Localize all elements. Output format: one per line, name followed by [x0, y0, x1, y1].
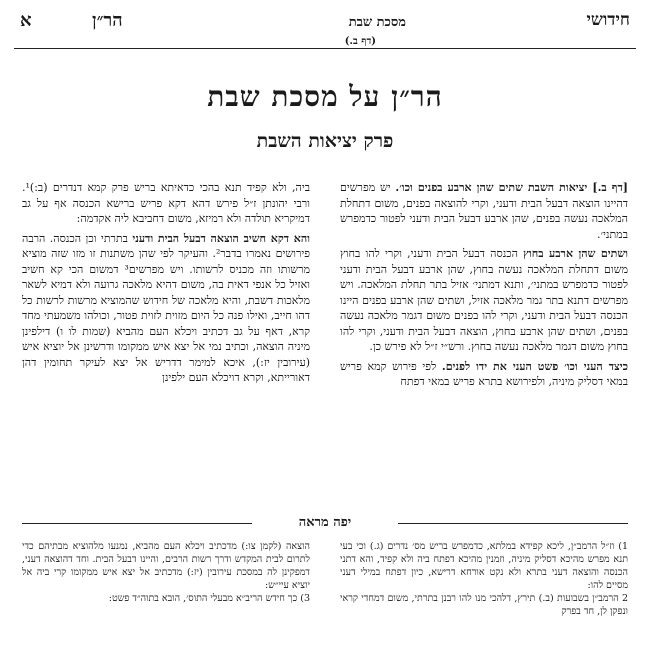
commentary-divider: [22, 514, 628, 534]
dibur-hamatchil: [דף ב.] יציאות השבת שתים שהן ארבע בפנים וכו׳.: [395, 181, 628, 194]
header-book-label: חידושי: [586, 10, 630, 30]
paragraph: [340, 180, 628, 242]
chapter-title: פרק יציאות השבת: [256, 130, 394, 152]
footnote: 1) וז״ל הרמב״ן, ליכא קפידא במלתא, כדמפרש בריש מס׳ נדרים (ג.) וכי בעי תנא מפרש מהיכא דסליק מיניה, וזמנין מהיכא דפתח ביה ולא קפיד, והא דתני הכנסה והוצאה דעני בתרא ולא נקט אורחא דרישא, כיון דפתח במילי דעני מסיים להו:: [340, 541, 628, 591]
footnote: 3) כך חידש הריב״א מבעלי התוס׳, הובא בתוה״ד פשט:: [108, 593, 310, 604]
paragraph: [22, 180, 310, 227]
commentary-label: יפה מראה: [298, 515, 352, 530]
dibur-hamatchil: ושתים שהן ארבע בחוץ: [523, 247, 628, 260]
header-author-label: הר״ן: [92, 10, 123, 31]
footnote: 2 הרמב״ן בשבועות (ב.) תירץ, דלהכי מנו להו רבנן בתרתי, משום דמחדי קראי ונפקן לן, חד בפרק: [340, 593, 628, 617]
paragraph-text: הכנסה דבעל הבית ודעני, וקרי להו בחוץ משום דתחלת המלאכה נעשה בחוץ, שהן ארבע דבעל הבית ודעני לפטור כדמפרש במתני׳, ותנא דמתני׳ אזיל בתר תחלת המלאכה. ויש מפרשים דתנא בתר גמר מלאכה אזיל, ושתים שהן ארבע בפנים היינו הכנסה דבעל הבית ודעני, וקרי להו בפנים משום דגמר מלאכה נעשה בפנים, ושתים שהן ארבע בחוץ, הוצאה דבעל הבית ודעני, וקרי להו בחוץ משום דגמר מלאכה נעשה בחוץ. ורש״י ז״ל לא פירש כן.: [340, 247, 628, 353]
footnote: הוצאה (לקמן צו:) מדכתיב ויכלא העם מהביא, נמנעו מלהוציא מבתיהם כדי לתרום לבית המקדש ודרך רשות הרבים, והיינו דבעל הבית. וחד דהוצאה דעני, דמפקינן לה במסכת עירובין (יז:) מדכתיב אל יצא איש ממקומו קרי ביה אל יוציא עיי״ש:: [22, 541, 310, 591]
paragraph: [22, 231, 310, 386]
footnotes-right-column: [340, 540, 628, 618]
paragraph-text: יש מפרשים דהיינו הוצאה דבעל הבית ודעני, וקרי להוצאה בפנים, משום דתחלת המלאכה נעשה בפנים, שהן ארבע דבעל הבית ודעני לפטור כדמפרש במתני׳.: [340, 181, 628, 241]
header-rule: [14, 48, 636, 49]
dibur-hamatchil: כיצד העני וכו׳ פשט העני את ידו לפנים.: [441, 359, 629, 373]
dibur-hamatchil: והא דקא חשיב הוצאה דבעל הבית ודעני: [132, 231, 310, 245]
right-text-column: [340, 180, 628, 394]
header-page-letter: א: [20, 10, 32, 31]
header-tractate-label: מסכת שבת: [348, 15, 406, 30]
paragraph: [340, 359, 628, 390]
footnotes-left-column: [22, 540, 310, 605]
page-title: הר״ן על מסכת שבת: [207, 80, 443, 113]
left-text-column: [22, 180, 310, 390]
paragraph-text: בתרתי וכן הכנסה. הרבה פירושים נאמרו בדבר². והעיקר לפי שהן משתנות זו מזו שזה מוציא מרשותו וזה מכניס לרשותו. ויש מפרשים³ דמשום הכי קא חשיב ואזיל כל אנפי דאית בה, משום דהיא מלאכה גרועה ולא דמיא לשאר מלאכות דשבת, והיא מלאכה של חידוש שהמוציא מרשות לרשות כל דהו חייב, ואילו פנה כל היום מזוית לזוית פטור, וכולהו משמעתי מחד קרא, דאף על גב דכתיב ויכלא העם מהביא (שמות לו ו) דילפינן מיניה הוצאה, וכתיב נמי אל יצא איש ממקומו ודרשינן אל יוציא איש (עירובין יז:), איכא למימר דדריש אל יצא לעיקר תחומין דהן דאורייתא, וקרא דויכלא העם ילפינן: [22, 231, 310, 384]
paragraph-text: ביה, ולא קפיד תנא בהכי כדאיתא בריש פרק קמא דנדרים (ב:)¹. ורבי יהונתן ז״ל פירש דהא דקא פריש ברישא הכנסה אף על גב דמיקריא תולדה ולא רמיזא, משום דחביבא ליה אקדמה:: [22, 181, 310, 225]
paragraph: [340, 246, 628, 355]
running-header: [14, 10, 636, 47]
paragraph-text: לפי פירוש קמא פריש במאי דסליק מיניה, ולפירושא בתרא פריש במאי דפתח: [340, 359, 628, 388]
header-daf-label: (דף ב.): [344, 36, 376, 47]
